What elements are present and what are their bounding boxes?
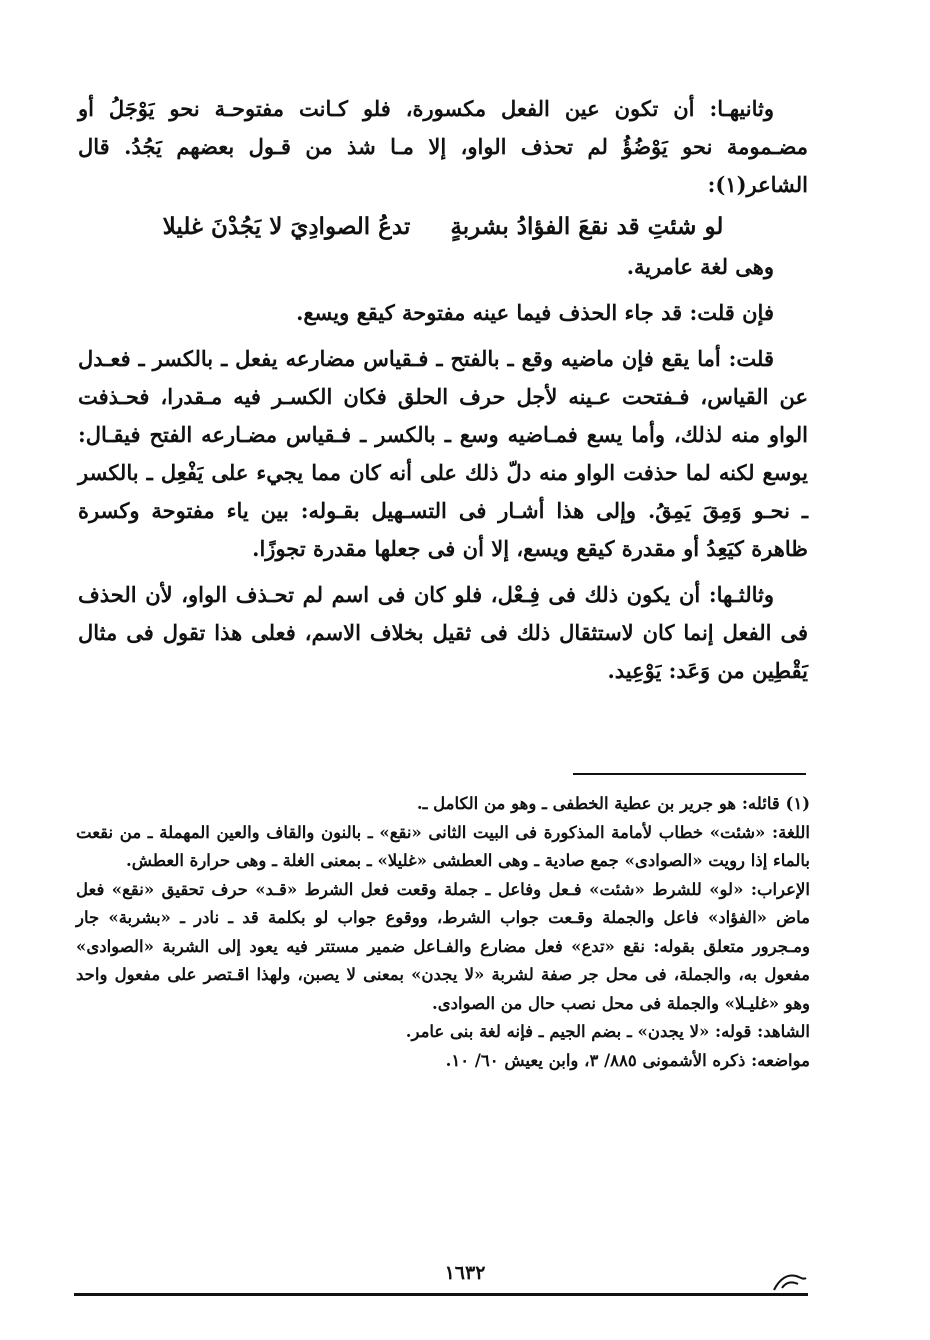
footnote-parsing: الإعراب: «لو» للشرط «شئت» فـعل وفاعل ـ جملة وقعت فعل الشرط «قـد» حرف تحقيق «نقع» فعل ماض «الفؤاد» فاعل والجملة وقـعت جواب الشرط، ووقوع جواب لو بكلمة قد ـ نادر ـ «بشربة» جار ومـجرور متعلق بقوله: نقع «تدع» فعل مضارع والفـاعل ضمير مستتر فيه يعود إلى الشربة «الصوادى» مفعول به، والجملة، فى محل جر صفة لشربة «لا يجدن» بمعنى لا يصبن، ولهذا اقـتصر على مفعول واحد وهو «غليـلا» والجملة فى محل نصب حال من الصوادى. bbox=[76, 879, 811, 1013]
paragraph-third-condition: وثالثـها: أن يكون ذلك فى فِـعْل، فلو كان فى اسم لم تحـذف الواو، لأن الحذف فى الفعل إنما كان لاستثقال ذلك فى ثقيل بخلاف الاسم، فعلى هذا تقول فى مثال يَقْطِين من وَعَد: يَوْعِيد. bbox=[78, 582, 808, 683]
footnote-evidence: الشاهد: قوله: «لا يجدن» ـ بضم الجيم ـ فإنه لغة بنى عامر. bbox=[405, 1022, 810, 1041]
paragraph-amiri-dialect: وهى لغة عامرية. bbox=[626, 254, 774, 279]
publisher-mark-icon bbox=[770, 1268, 810, 1294]
paragraph-reply: قلت: أما يقع فإن ماضيه وقع ـ بالفتح ـ فـقياس مضارعه يفعل ـ بالكسر ـ فعـدل عن القياس، فـفتحت عـينه لأجل حرف الحلق فكان الكسـر فيه مـقدرا، فحـذفت الواو منه لذلك، وأما يسع فمـاضيه وسع ـ بالكسر ـ فـقياس مضـارعه الفتح فيقـال: يوسع لكنه لما حذفت الواو منه دلّ ذلك على أنه كان مما يجيء على يَفْعِل ـ بالكسر ـ نحـو وَمِقَ يَمِقُ. وإلى هذا أشـار فى التسـهيل بقـوله: بين ياء مفتوحة وكسرة ظاهرة كيَعِدُ أو مقدرة كيقع ويسع، إلا أن فى جعلها مقدرة تجوزًا. bbox=[78, 346, 808, 561]
poetry-verse bbox=[78, 208, 808, 246]
paragraph-second-condition: وثانيهـا: أن تكون عين الفعل مكسورة، فلو كـانت مفتوحـة نحو يَوْجَلُ أو مضـمومة نحو يَوْضُؤُ لم تحذف الواو، إلا مـا شذ من قـول بعضهم يَجُدُ. قال الشاعر(١): bbox=[78, 96, 808, 197]
footnote-separator bbox=[573, 773, 806, 775]
main-text bbox=[78, 90, 808, 690]
page-bottom-rule bbox=[74, 1293, 808, 1296]
footnote-sources: مواضعه: ذكره الأشمونى ٨٨٥/ ٣، وابن يعيش ٦٠/ ١٠. bbox=[445, 1050, 810, 1070]
page-number: ١٦٣٢ bbox=[444, 1262, 486, 1284]
footnote-vocabulary: اللغة: «شئت» خطاب لأمامة المذكورة فى البيت الثانى «نقع» ـ بالنون والقاف والعين المهملة ـ من نقعت بالماء إذا رويت «الصوادى» جمع صادية ـ وهى العطشى «غليلا» ـ بمعنى الغلة ـ وهى حرارة العطش. bbox=[76, 822, 810, 870]
verse-second-hemistich: تدعُ الصوادِيَ لا يَجُدْنَ غليلا bbox=[162, 213, 411, 240]
footnotes bbox=[76, 790, 810, 1075]
paragraph-objection: فإن قلت: قد جاء الحذف فيما عينه مفتوحة كيقع ويسع. bbox=[296, 300, 774, 325]
verse-first-hemistich: لو شئتِ قد نقعَ الفؤادُ بشربةٍ bbox=[450, 213, 724, 240]
footnote-author: (١) قائله: هو جرير بن عطية الخطفى ـ وهو من الكامل ـ. bbox=[416, 794, 810, 813]
